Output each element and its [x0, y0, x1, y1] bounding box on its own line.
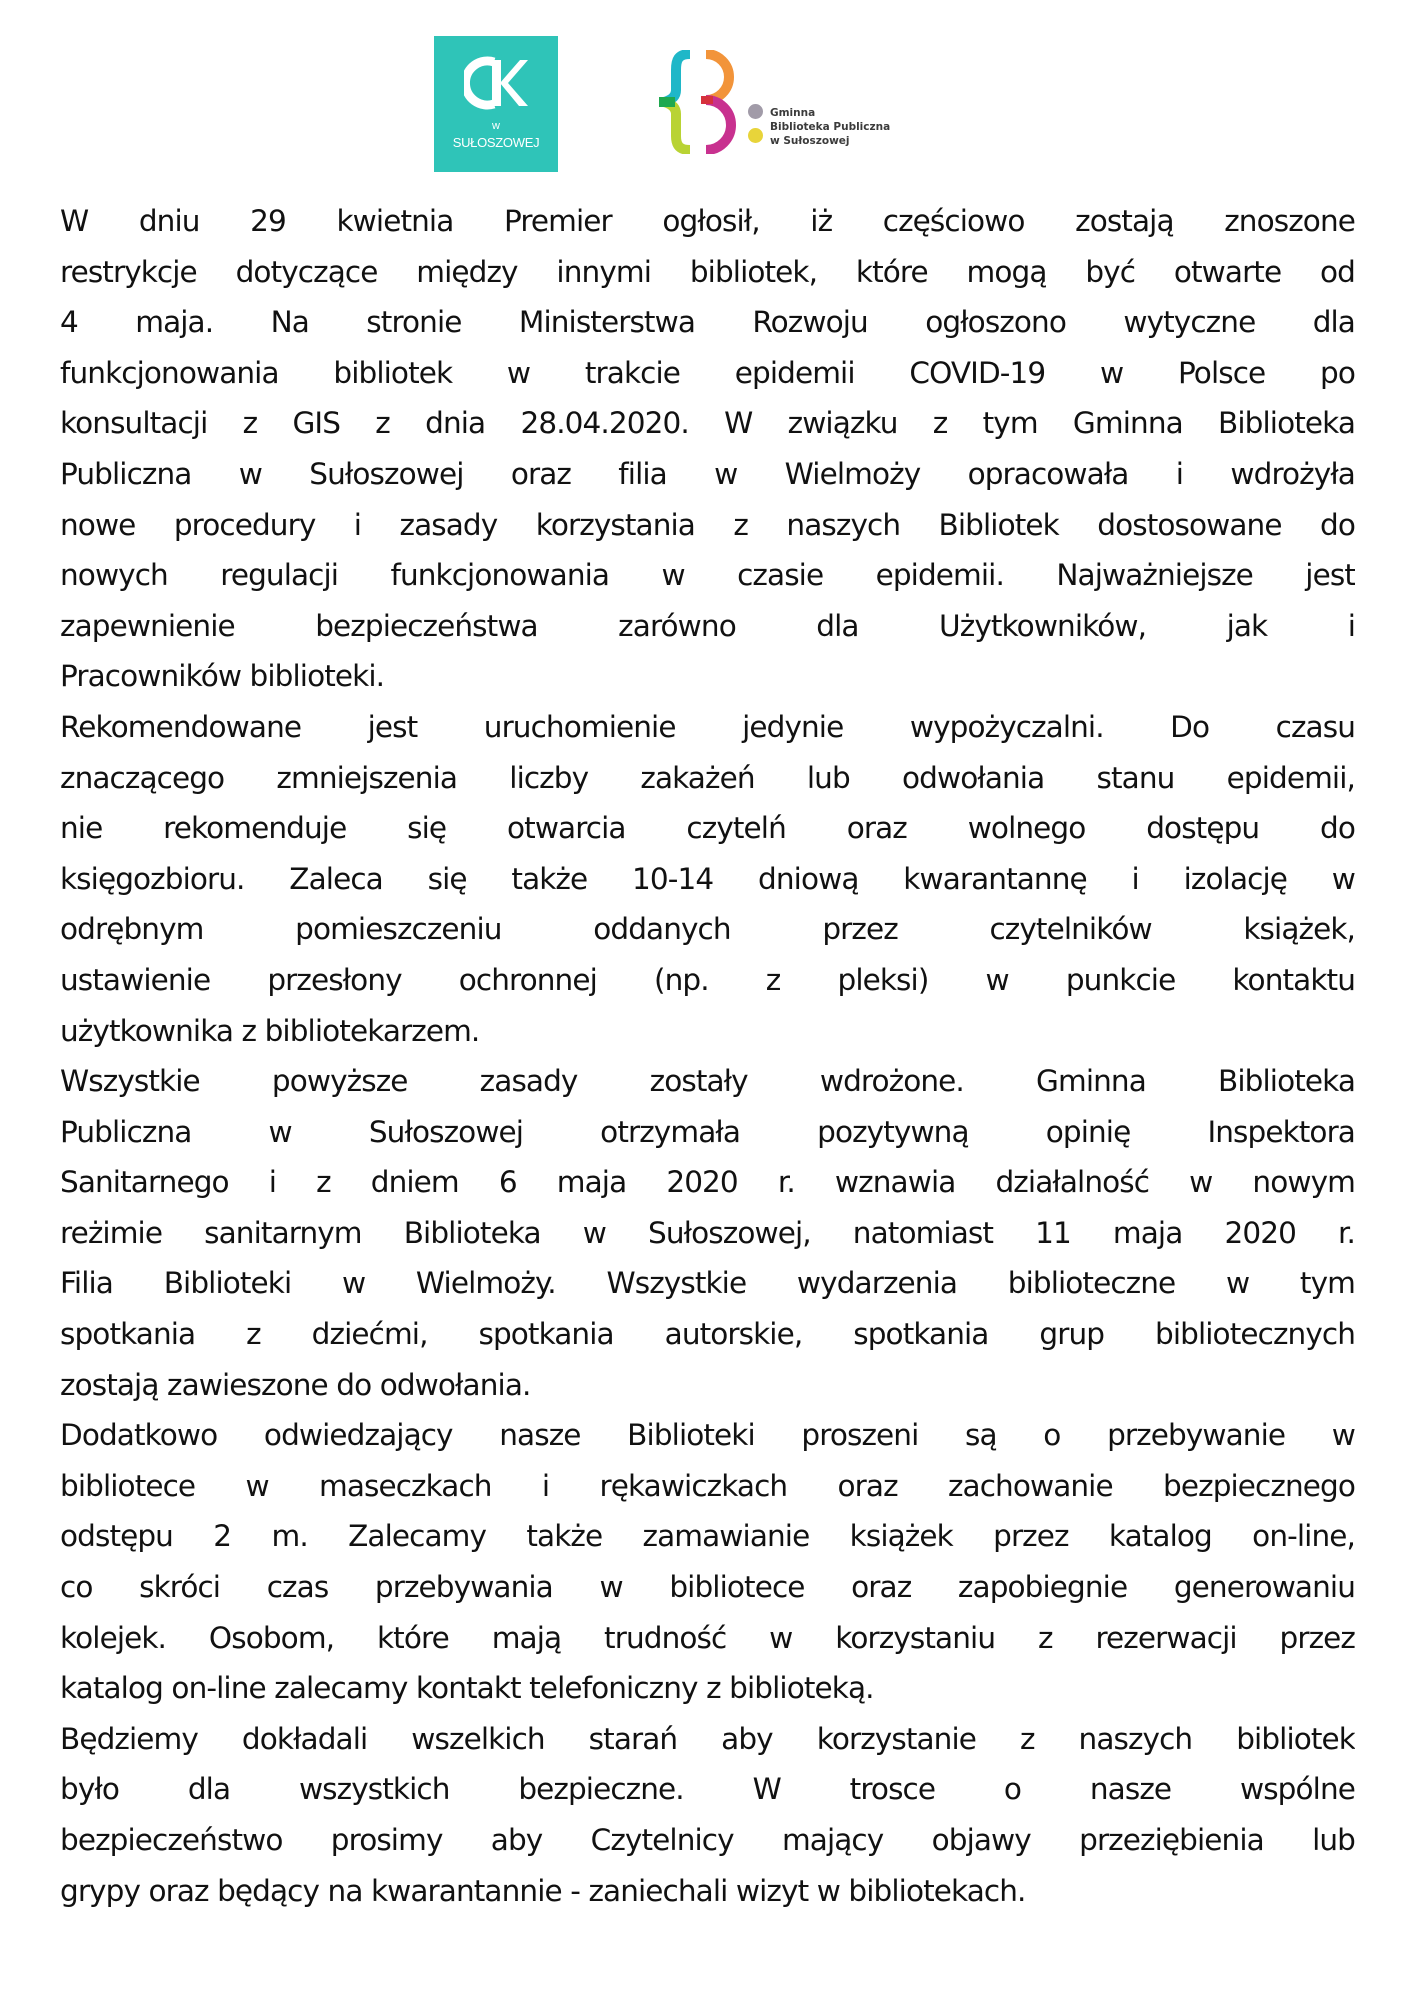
paragraph-closing-request [60, 1714, 1355, 1916]
text-line: kolejek. Osobom, które mają trudność w korzystaniu z rezerwacji przez [60, 1620, 1355, 1655]
text-line: Dodatkowo odwiedzający nasze Biblioteki proszeni są o przebywanie w [60, 1418, 1355, 1453]
text-line: reżimie sanitarnym Biblioteka w Sułoszowej, natomiast 11 maja 2020 r. [60, 1215, 1355, 1250]
text-line: Rekomendowane jest uruchomienie jedynie wypożyczalni. Do czasu [60, 709, 1355, 744]
text-line: zostają zawieszone do odwołania. [60, 1367, 531, 1402]
text-line: było dla wszystkich bezpieczne. W trosce o nasze wspólne [60, 1772, 1355, 1807]
text-line: znaczącego zmniejszenia liczby zakażeń lub odwołania stanu epidemii, [60, 760, 1355, 795]
ck-logo-mark-icon [464, 56, 528, 110]
text-line: grypy oraz będący na kwarantannie - zaniechali wizyt w bibliotekach. [60, 1873, 1026, 1908]
text-line: Będziemy dokładali wszelkich starań aby korzystanie z naszych bibliotek [60, 1721, 1355, 1756]
text-line: spotkania z dziećmi, spotkania autorskie, spotkania grup bibliotecznych [60, 1317, 1355, 1352]
paragraph-visitor-rules [60, 1410, 1355, 1714]
text-line: Wszystkie powyższe zasady zostały wdrożone. Gminna Biblioteka [60, 1064, 1355, 1099]
ck-logo-w: w [492, 120, 500, 132]
paragraph-recommendations [60, 702, 1355, 1056]
text-line: zapewnienie bezpieczeństwa zarówno dla Użytkowników, jak i [60, 608, 1355, 643]
yellow-dot-icon [748, 128, 763, 143]
text-line: nie rekomenduje się otwarcia czytelń oraz wolnego dostępu do [60, 811, 1355, 846]
text-line: bezpieczeństwo prosimy aby Czytelnicy mający objawy przeziębienia lub [60, 1823, 1355, 1857]
ck-logo-town: SUŁOSZOWEJ [452, 135, 540, 150]
text-line: nowe procedury i zasady korzystania z naszych Bibliotek dostosowane do [60, 507, 1355, 542]
library-logo-line3: w Sułoszowej [770, 135, 850, 147]
library-brace-b-icon [656, 50, 756, 154]
paragraph-reopening-dates [60, 1056, 1355, 1410]
text-line: funkcjonowania bibliotek w trakcie epidemii COVID-19 w Polsce po [60, 355, 1355, 390]
text-line: odstępu 2 m. Zalecamy także zamawianie książek przez katalog on-line, [60, 1519, 1355, 1554]
text-line: konsultacji z GIS z dnia 28.04.2020. W związku z tym Gminna Biblioteka [60, 406, 1355, 441]
library-logo-line1: Gminna [770, 107, 816, 119]
text-line: Filia Biblioteki w Wielmoży. Wszystkie wydarzenia biblioteczne w tym [60, 1266, 1355, 1301]
text-line: Publiczna w Sułoszowej otrzymała pozytywną opinię Inspektora [60, 1114, 1355, 1149]
text-line: Sanitarnego i z dniem 6 maja 2020 r. wznawia działalność w nowym [60, 1165, 1355, 1200]
paragraph-reopening-guidelines [60, 196, 1355, 702]
text-line: restrykcje dotyczące między innymi bibliotek, które mogą być otwarte od [60, 254, 1355, 289]
text-line: nowych regulacji funkcjonowania w czasie epidemii. Najważniejsze jest [60, 558, 1355, 593]
text-line: Publiczna w Sułoszowej oraz filia w Wielmoży opracowała i wdrożyła [60, 456, 1355, 491]
ck-sulaszowa-logo [434, 36, 558, 172]
text-line: Pracowników biblioteki. [60, 659, 385, 694]
library-logo-text [770, 106, 890, 148]
grey-dot-icon [748, 104, 763, 119]
text-line: bibliotece w maseczkach i rękawiczkach oraz zachowanie bezpiecznego [60, 1468, 1355, 1503]
document-header [0, 0, 1414, 190]
text-line: co skróci czas przebywania w bibliotece oraz zapobiegnie generowaniu [60, 1570, 1355, 1605]
text-line: katalog on-line zalecamy kontakt telefoniczny z biblioteką. [60, 1671, 874, 1706]
library-logo [644, 44, 924, 170]
text-line: 4 maja. Na stronie Ministerstwa Rozwoju ogłoszono wytyczne dla [60, 305, 1355, 340]
announcement-body [60, 196, 1355, 1916]
text-line: W dniu 29 kwietnia Premier ogłosił, iż częściowo zostają znoszone [60, 204, 1355, 238]
text-line: księgozbioru. Zaleca się także 10-14 dniową kwarantannę i izolację w [60, 861, 1355, 896]
text-line: odrębnym pomieszczeniu oddanych przez czytelników książek, [60, 912, 1355, 947]
library-logo-line2: Biblioteka Publiczna [770, 121, 891, 133]
text-line: ustawienie przesłony ochronnej (np. z pleksi) w punkcie kontaktu [60, 962, 1355, 997]
text-line: użytkownika z bibliotekarzem. [60, 1013, 480, 1048]
